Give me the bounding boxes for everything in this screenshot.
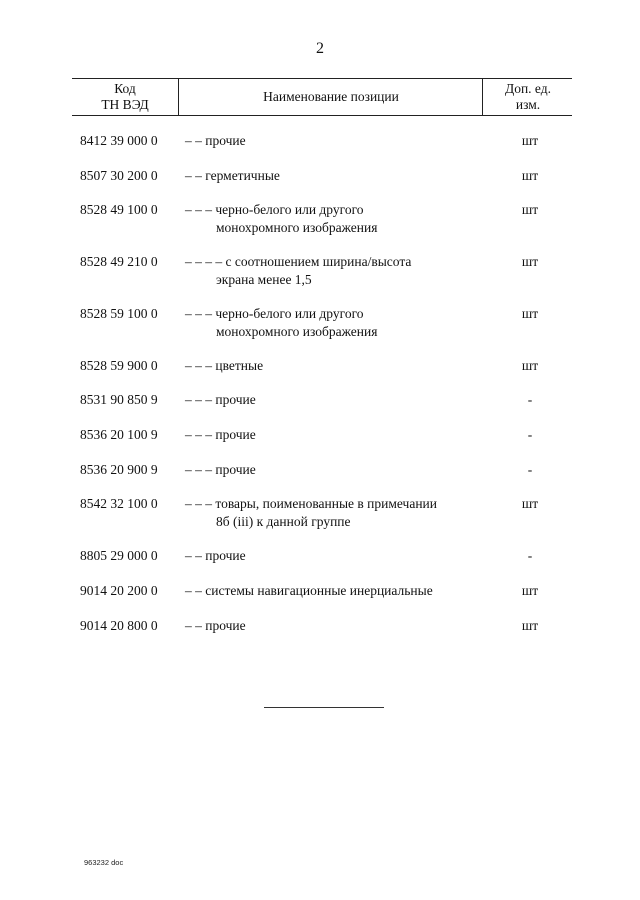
row-name-line1: – – – – с соотношением ширина/высота: [185, 254, 412, 269]
row-code: 8542 32 100 0: [80, 496, 158, 511]
row-name-line2: экрана менее 1,5: [216, 272, 312, 287]
row-name: [185, 357, 485, 375]
row-name-line1: – – – прочие: [185, 462, 256, 477]
row-unit: шт: [521, 496, 539, 511]
row-name-line1: – – – черно-белого или другого: [185, 202, 364, 217]
row-code: 8805 29 000 0: [80, 548, 158, 563]
row-name: [185, 617, 485, 635]
row-name: [185, 547, 485, 565]
row-unit: шт: [521, 306, 539, 321]
row-name: [185, 582, 485, 600]
row-unit: шт: [521, 202, 539, 217]
page-number: 2: [316, 40, 324, 57]
row-unit: шт: [521, 254, 539, 269]
header-code-line1: Код: [114, 81, 136, 96]
row-unit: шт: [521, 583, 539, 598]
row-code: 8536 20 100 9: [80, 427, 158, 442]
row-code: 8412 39 000 0: [80, 133, 158, 148]
row-name: [185, 253, 485, 289]
table-header: [72, 78, 572, 116]
row-code: 9014 20 200 0: [80, 583, 158, 598]
row-unit: шт: [521, 133, 539, 148]
row-name-line2: монохромного изображения: [216, 324, 378, 339]
row-name-line1: – – – прочие: [185, 427, 256, 442]
row-name-line2: монохромного изображения: [216, 220, 378, 235]
header-unit-line2: изм.: [515, 97, 541, 112]
row-name-line1: – – – черно-белого или другого: [185, 306, 364, 321]
header-code-line2: ТН ВЭД: [101, 97, 149, 112]
row-unit: шт: [521, 358, 539, 373]
header-unit-line1: Доп. ед.: [505, 81, 551, 96]
row-unit: шт: [521, 618, 539, 633]
row-name-line1: – – герметичные: [185, 168, 280, 183]
row-name-line1: – – прочие: [185, 133, 246, 148]
row-name: [185, 132, 485, 150]
row-name: [185, 495, 485, 531]
row-name: [185, 391, 485, 409]
footer-divider: [264, 707, 384, 708]
row-name: [185, 426, 485, 444]
row-unit: -: [527, 548, 533, 563]
row-code: 8528 59 100 0: [80, 306, 158, 321]
header-code: [72, 79, 178, 115]
row-name: [185, 167, 485, 185]
header-unit: [482, 79, 573, 115]
row-code: 8531 90 850 9: [80, 392, 158, 407]
header-name: Наименование позиции: [178, 79, 483, 115]
row-code: 8528 49 210 0: [80, 254, 158, 269]
row-unit: шт: [521, 168, 539, 183]
row-name-line1: – – – цветные: [185, 358, 264, 373]
row-unit: -: [527, 392, 533, 407]
row-unit: -: [527, 427, 533, 442]
row-code: 8536 20 900 9: [80, 462, 158, 477]
row-name-line1: – – – товары, поименованные в примечании: [185, 496, 437, 511]
row-name-line1: – – системы навигационные инерциальные: [185, 583, 433, 598]
row-name-line1: – – прочие: [185, 548, 246, 563]
row-name-line1: – – прочие: [185, 618, 246, 633]
row-name: [185, 305, 485, 341]
row-name-line1: – – – прочие: [185, 392, 256, 407]
row-name: [185, 201, 485, 237]
row-name: [185, 461, 485, 479]
row-code: 8507 30 200 0: [80, 168, 158, 183]
footer-file-name: 963232 doc: [84, 858, 124, 867]
row-code: 9014 20 800 0: [80, 618, 158, 633]
row-code: 8528 49 100 0: [80, 202, 158, 217]
row-name-line2: 8б (iii) к данной группе: [216, 514, 351, 529]
row-code: 8528 59 900 0: [80, 358, 158, 373]
row-unit: -: [527, 462, 533, 477]
